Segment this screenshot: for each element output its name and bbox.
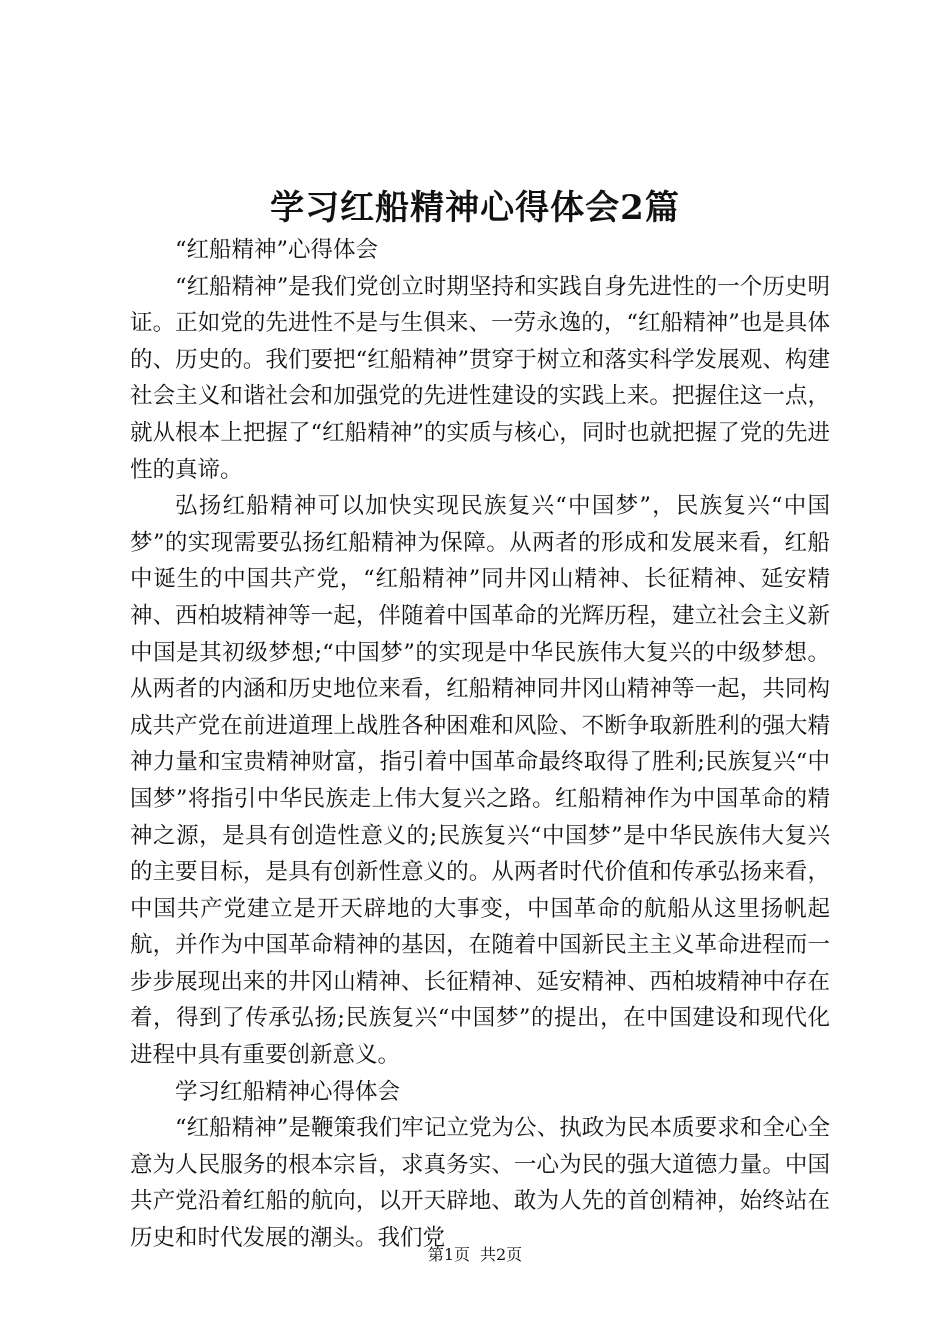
section-heading: 学习红船精神心得体会 [175, 1078, 401, 1105]
page-footer [0, 1244, 950, 1266]
document-body [130, 232, 830, 1257]
document-title: 学习红船精神心得体会2篇 [270, 188, 680, 228]
body-paragraph: “红船精神”是鞭策我们牢记立党为公、执政为民本质要求和全心全意为人民服务的根本宗旨，求真务实、一心为民的强大道德力量。中国共产党沿着红船的航向，以开天辟地、敢为人先的首创精神，始终站在历史和时代发展的潮头。我们党 [130, 1115, 830, 1252]
body-paragraph: 弘扬红船精神可以加快实现民族复兴“中国梦”，民族复兴“中国梦”的实现需要弘扬红船精神为保障。从两者的形成和发展来看，红船中诞生的中国共产党，“红船精神”同井冈山精神、长征精神、延安精神、西柏坡精神等一起，伴随着中国革命的光辉历程，建立社会主义新中国是其初级梦想;“中国梦”的实现是中华民族伟大复兴的中级梦想。从两者的内涵和历史地位来看，红船精神同井冈山精神等一起，共同构成共产党在前进道理上战胜各种困难和风险、不断争取新胜利的强大精神力量和宝贵精神财富，指引着中国革命最终取得了胜利;民族复兴“中国梦”将指引中华民族走上伟大复兴之路。红船精神作为中国革命的精神之源，是具有创造性意义的;民族复兴“中国梦”是中华民族伟大复兴的主要目标，是具有创新性意义的。从两者时代价值和传承弘扬来看，中国共产党建立是开天辟地的大事变，中国革命的航船从这里扬帆起航，并作为中国革命精神的基因，在随着中国新民主主义革命进程而一步步展现出来的井冈山精神、长征精神、延安精神、西柏坡精神中存在着，得到了传承弘扬;民族复兴“中国梦”的提出，在中国建设和现代化进程中具有重要创新意义。 [130, 493, 830, 1069]
body-paragraph: “红船精神”是我们党创立时期坚持和实践自身先进性的一个历史明证。正如党的先进性不是与生俱来、一劳永逸的，“红船精神”也是具体的、历史的。我们要把“红船精神”贯穿于树立和落实科学发展观、构建社会主义和谐社会和加强党的先进性建设的实践上来。把握住这一点，就从根本上把握了“红船精神”的实质与核心，同时也就把握了党的先进性的真谛。 [130, 273, 830, 483]
section-heading: “红船精神”心得体会 [175, 237, 379, 263]
page-total: 共2页 [480, 1245, 523, 1264]
page-number: 第1页 [427, 1245, 470, 1264]
